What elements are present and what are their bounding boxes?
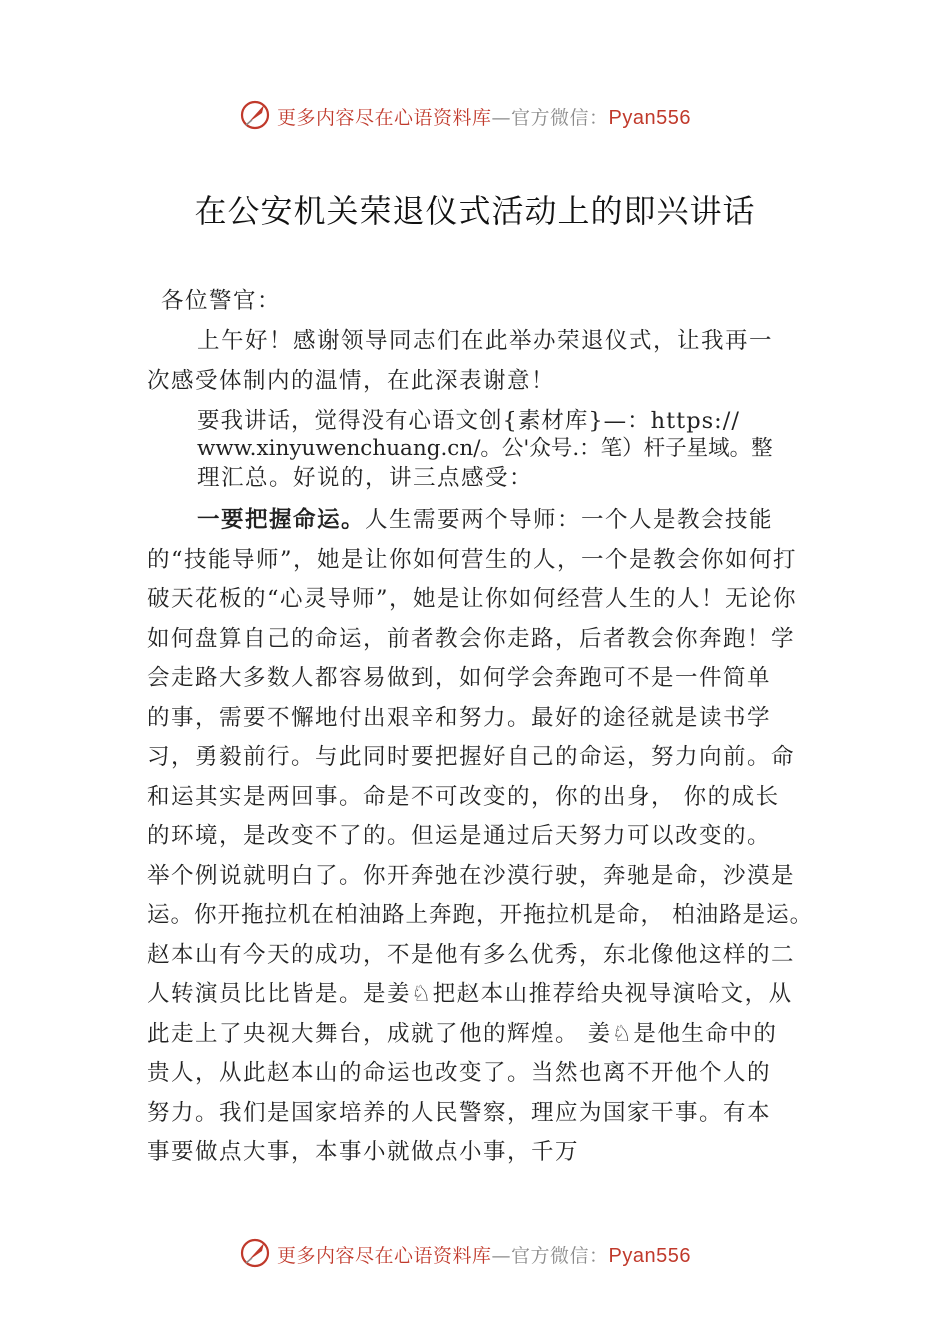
banner-prefix: 更多内容尽在心语资料库 bbox=[277, 107, 492, 129]
body-line: 的事，需要不懈地付出艰辛和努力。最好的途径就是读书学 bbox=[147, 705, 772, 731]
body-line: 的环境，是改变不了的。但运是通过后天努力可以改变的。 bbox=[147, 823, 772, 849]
banner-prefix: 更多内容尽在心语资料库 bbox=[277, 1245, 492, 1267]
body-line: 习，勇毅前行。与此同时要把握好自己的命运，努力向前。命 bbox=[147, 744, 796, 770]
document-title: 在公安机关荣退仪式活动上的即兴讲话 bbox=[194, 192, 756, 230]
salutation-line: 各位警官： bbox=[161, 288, 282, 314]
section-heading: 一要把握命运。 bbox=[197, 507, 366, 533]
body-line: www.xinyuwenchuang.cn/。公'众号.：笔）杆子星域。整 bbox=[197, 436, 773, 461]
body-line: 举个例说就明白了。你开奔弛在沙漠行驶，奔驰是命，沙漠是 bbox=[147, 863, 796, 889]
quill-logo-icon bbox=[238, 1236, 272, 1270]
body-line: 努力。我们是国家培养的人民警察，理应为国家干事。有本 bbox=[147, 1100, 772, 1126]
banner-label: 官方微信： bbox=[511, 107, 609, 129]
body-line: 赵本山有今天的成功，不是他有多么优秀，东北像他这样的二 bbox=[147, 942, 796, 968]
footer-banner bbox=[0, 1234, 950, 1274]
body-line: 和运其实是两回事。命是不可改变的，你的出身， 你的成长 bbox=[147, 784, 780, 810]
body-line: 的“技能导师”，她是让你如何营生的人，一个是教会你如何打 bbox=[147, 547, 798, 573]
banner-dash: — bbox=[491, 1245, 512, 1267]
body-line: 事要做点大事，本事小就做点小事，千万 bbox=[147, 1139, 580, 1165]
body-line: 如何盘算自己的命运，前者教会你走路，后者教会你奔跑！学 bbox=[147, 626, 796, 652]
banner-label: 官方微信： bbox=[511, 1245, 609, 1267]
body-line: 理汇总。好说的，讲三点感受： bbox=[197, 465, 534, 491]
banner-text bbox=[277, 1241, 691, 1268]
body-line: 一要把握命运。人生需要两个导师：一个人是教会技能 bbox=[197, 507, 774, 533]
banner-text bbox=[277, 103, 691, 130]
quill-logo-icon bbox=[238, 98, 272, 132]
body-line: 人转演员比比皆是。是姜♘把赵本山推荐给央视导演哈文，从 bbox=[147, 981, 793, 1007]
banner-account: Pyan556 bbox=[608, 1245, 691, 1267]
header-banner bbox=[0, 96, 950, 136]
body-line: 此走上了央视大舞台，成就了他的辉煌。 姜♘是他生命中的 bbox=[147, 1021, 778, 1047]
body-line: 会走路大多数人都容易做到，如何学会奔跑可不是一件简单 bbox=[147, 665, 772, 691]
banner-dash: — bbox=[491, 107, 512, 129]
body-line: 运。你开拖拉机在柏油路上奔跑，开拖拉机是命， 柏油路是运。 bbox=[147, 902, 814, 928]
banner-account: Pyan556 bbox=[608, 107, 691, 129]
body-line: 次感受体制内的温情，在此深表谢意！ bbox=[147, 368, 556, 394]
body-line: 破天花板的“心灵导师”，她是让你如何经营人生的人！无论你 bbox=[147, 586, 798, 612]
body-line: 上午好！感谢领导同志们在此举办荣退仪式，让我再一 bbox=[197, 328, 774, 354]
body-line: 要我讲话，觉得没有心语文创{素材库}—：https:// bbox=[197, 408, 740, 434]
body-line: 贵人，从此赵本山的命运也改变了。当然也离不开他个人的 bbox=[147, 1060, 772, 1086]
